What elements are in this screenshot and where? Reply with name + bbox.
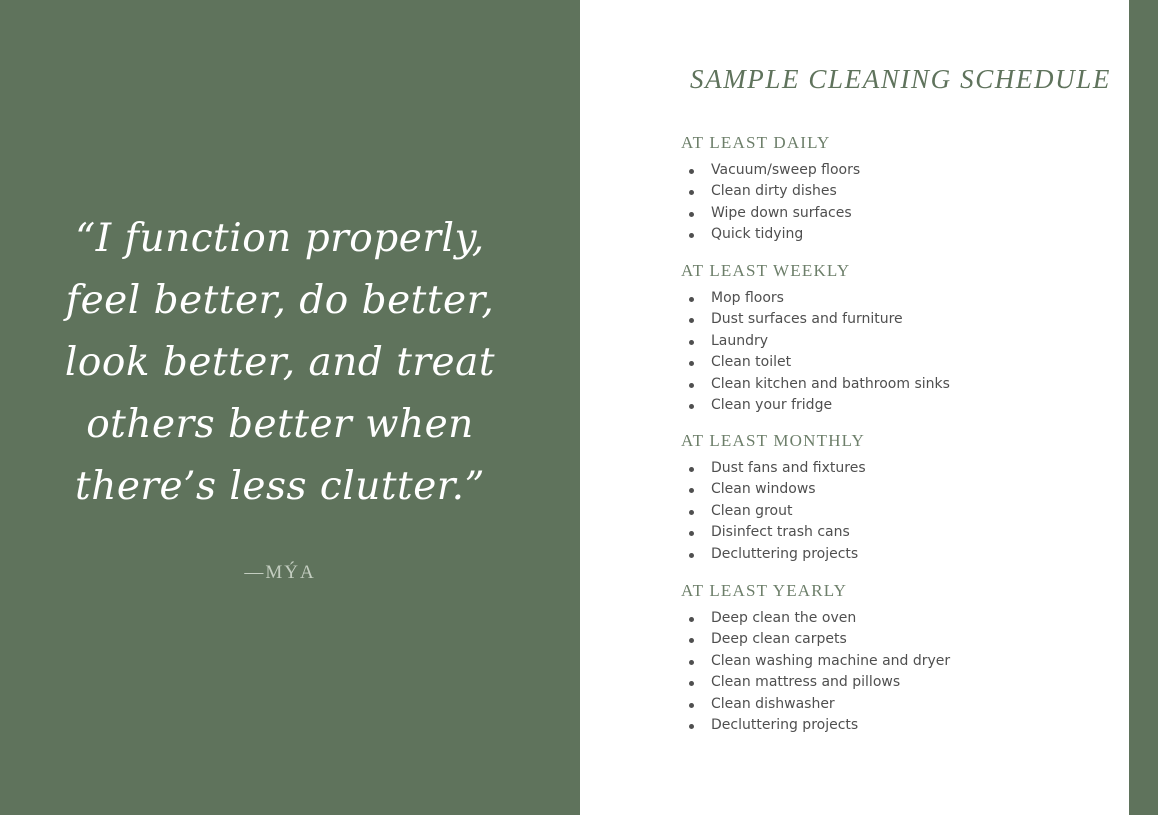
- list-item: [681, 694, 1101, 715]
- page-title: SAMPLE CLEANING SCHEDULE: [690, 64, 1111, 94]
- task-label: Clean dishwasher: [711, 695, 835, 712]
- list-item: [681, 629, 1101, 650]
- list-item: [681, 608, 1101, 629]
- quote-attribution: —MÝA: [244, 562, 316, 583]
- bullet-icon: [689, 212, 694, 217]
- section-heading: AT LEAST YEARLY: [681, 581, 848, 600]
- section-weekly: [681, 260, 1101, 416]
- task-list: [681, 458, 1101, 565]
- bullet-icon: [689, 169, 694, 174]
- task-label: Clean mattress and pillows: [711, 674, 901, 691]
- section-monthly: [681, 430, 1101, 565]
- task-label: Wipe down surfaces: [711, 204, 852, 221]
- list-item: [681, 395, 1101, 416]
- section-heading: AT LEAST DAILY: [681, 133, 831, 152]
- list-item: [681, 479, 1101, 500]
- task-label: Quick tidying: [711, 226, 804, 243]
- list-item: [681, 501, 1101, 522]
- list-item: [681, 672, 1101, 693]
- bullet-icon: [689, 318, 694, 323]
- section-yearly: [681, 580, 1101, 736]
- list-item: [681, 309, 1101, 330]
- bullet-icon: [689, 531, 694, 536]
- bullet-icon: [689, 233, 694, 238]
- quote-line: feel better, do better,: [65, 278, 495, 323]
- task-label: Mop floors: [711, 290, 784, 306]
- task-label: Clean toilet: [711, 354, 792, 371]
- bullet-icon: [689, 660, 694, 665]
- quote-line: look better, and treat: [64, 340, 496, 385]
- task-label: Clean your fridge: [711, 396, 833, 413]
- bullet-icon: [689, 297, 694, 302]
- task-label: Laundry: [711, 332, 769, 349]
- list-item: [681, 352, 1101, 373]
- list-item: [681, 331, 1101, 352]
- quote-line: “I function properly,: [75, 216, 485, 261]
- bullet-icon: [689, 190, 694, 195]
- task-label: Clean kitchen and bathroom sinks: [711, 375, 950, 392]
- bullet-icon: [689, 638, 694, 643]
- task-label: Dust surfaces and furniture: [711, 311, 903, 328]
- task-label: Clean grout: [711, 502, 793, 519]
- pull-quote: [60, 208, 500, 518]
- list-item: [681, 522, 1101, 543]
- list-item: [681, 203, 1101, 224]
- page-edge-strip: [1129, 0, 1158, 815]
- quote-line: others better when: [86, 402, 474, 447]
- bullet-icon: [689, 361, 694, 366]
- bullet-icon: [689, 383, 694, 388]
- bullet-icon: [689, 681, 694, 686]
- list-item: [681, 651, 1101, 672]
- list-item: [681, 544, 1101, 565]
- task-label: Disinfect trash cans: [711, 524, 850, 541]
- list-item: [681, 715, 1101, 736]
- bullet-icon: [689, 617, 694, 622]
- bullet-icon: [689, 553, 694, 558]
- list-item: [681, 160, 1101, 181]
- task-label: Dust fans and fixtures: [711, 460, 866, 476]
- task-label: Deep clean the oven: [711, 610, 857, 626]
- section-daily: [681, 132, 1101, 246]
- schedule-page: [580, 0, 1129, 815]
- task-label: Decluttering projects: [711, 545, 859, 562]
- list-item: [681, 288, 1101, 309]
- task-list: [681, 288, 1101, 416]
- task-list: [681, 608, 1101, 736]
- task-label: Clean dirty dishes: [711, 183, 837, 200]
- task-label: Decluttering projects: [711, 716, 859, 733]
- bullet-icon: [689, 404, 694, 409]
- task-label: Deep clean carpets: [711, 631, 847, 648]
- list-item: [681, 374, 1101, 395]
- task-label: Clean windows: [711, 481, 816, 498]
- bullet-icon: [689, 467, 694, 472]
- bullet-icon: [689, 703, 694, 708]
- bullet-icon: [689, 488, 694, 493]
- section-heading: AT LEAST WEEKLY: [681, 261, 851, 280]
- task-list: [681, 160, 1101, 246]
- list-item: [681, 181, 1101, 202]
- bullet-icon: [689, 510, 694, 515]
- task-label: Clean washing machine and dryer: [711, 652, 951, 669]
- list-item: [681, 224, 1101, 245]
- bullet-icon: [689, 340, 694, 345]
- quote-line: there’s less clutter.”: [75, 464, 485, 509]
- bullet-icon: [689, 724, 694, 729]
- task-label: Vacuum/sweep floors: [711, 162, 861, 178]
- list-item: [681, 458, 1101, 479]
- section-heading: AT LEAST MONTHLY: [681, 431, 866, 450]
